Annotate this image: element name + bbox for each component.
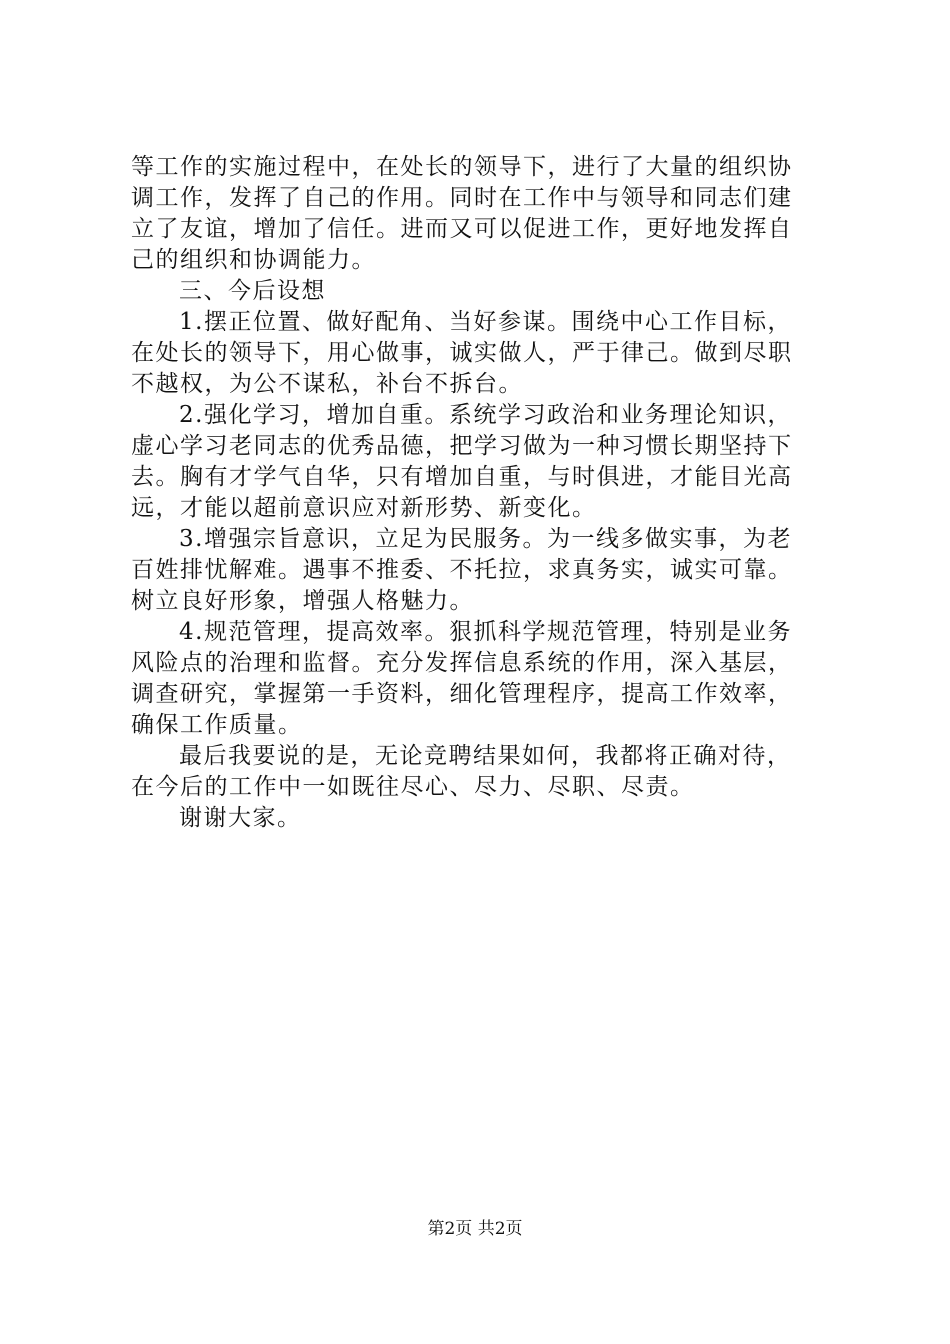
text-line: 不越权，为公不谋私，补台不拆台。	[131, 371, 523, 397]
text-line: 最后我要说的是，无论竞聘结果如何，我都将正确对待，	[179, 743, 792, 769]
document-body	[131, 152, 831, 834]
text-line: 去。胸有才学气自华，只有增加自重，与时俱进，才能目光高	[131, 464, 793, 490]
text-line: 调查研究，掌握第一手资料，细化管理程序，提高工作效率，	[131, 681, 793, 707]
text-line: 树立良好形象，增强人格魅力。	[131, 588, 474, 614]
text-line: 3.增强宗旨意识，立足为民服务。为一线多做实事，为老	[179, 526, 792, 552]
text-line: 远，才能以超前意识应对新形势、新变化。	[131, 495, 597, 521]
text-line: 调工作，发挥了自己的作用。同时在工作中与领导和同志们建	[131, 185, 793, 211]
text-line: 2.强化学习，增加自重。系统学习政治和业务理论知识，	[179, 402, 792, 428]
section-heading: 三、今后设想	[179, 278, 326, 304]
text-line: 己的组织和协调能力。	[131, 247, 376, 273]
text-line: 在今后的工作中一如既往尽心、尽力、尽职、尽责。	[131, 774, 695, 800]
text-line: 百姓排忧解难。遇事不推委、不托拉，求真务实，诚实可靠。	[131, 557, 793, 583]
text-line: 1.摆正位置、做好配角、当好参谋。围绕中心工作目标，	[179, 309, 792, 335]
text-line: 风险点的治理和监督。充分发挥信息系统的作用，深入基层，	[131, 650, 793, 676]
text-line: 立了友谊，增加了信任。进而又可以促进工作，更好地发挥自	[131, 216, 793, 242]
text-line: 在处长的领导下，用心做事，诚实做人，严于律己。做到尽职	[131, 340, 793, 366]
text-line: 等工作的实施过程中，在处长的领导下，进行了大量的组织协	[131, 154, 793, 180]
text-line: 虚心学习老同志的优秀品德，把学习做为一种习惯长期坚持下	[131, 433, 793, 459]
page-footer	[0, 1214, 950, 1239]
page-number: 第2页 共2页	[427, 1219, 523, 1239]
closing-line: 谢谢大家。	[179, 805, 302, 831]
text-line: 4.规范管理，提高效率。狠抓科学规范管理，特别是业务	[179, 619, 792, 645]
text-line: 确保工作质量。	[131, 712, 303, 738]
